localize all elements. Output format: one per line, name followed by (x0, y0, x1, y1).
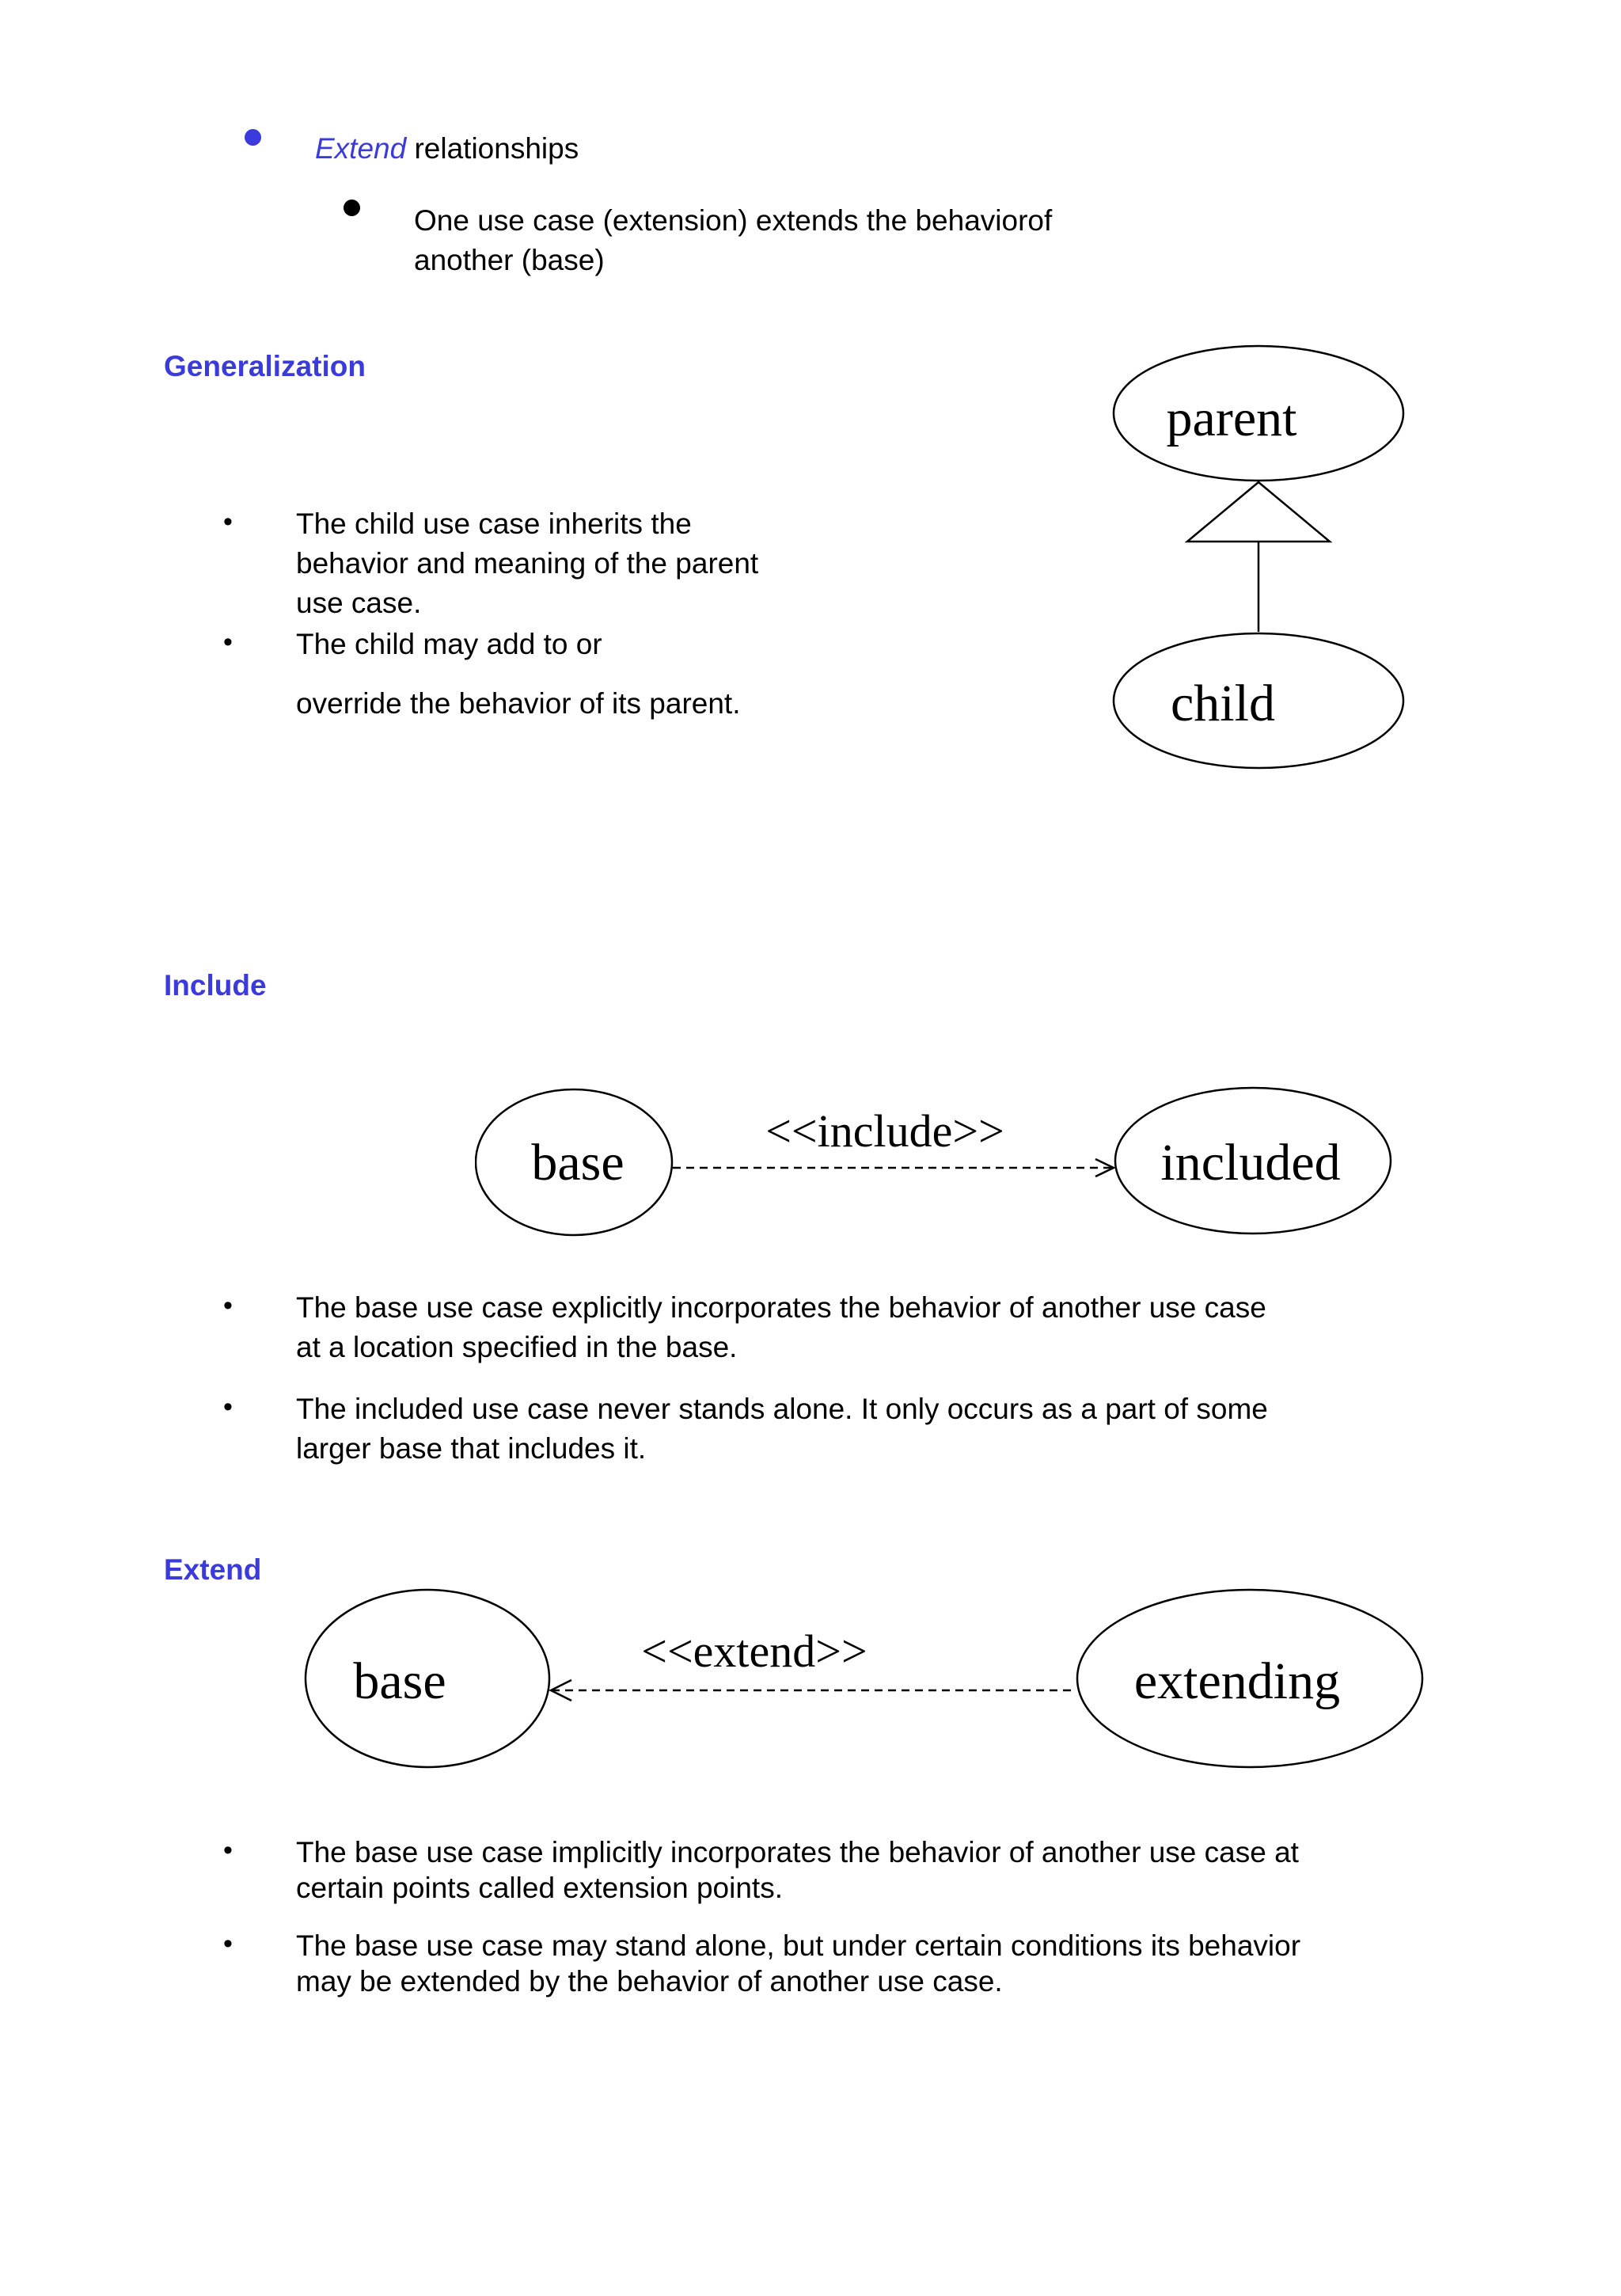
child-label: child (1171, 675, 1275, 732)
generalization-arrowhead (1187, 482, 1330, 542)
extend-stereotype: <<extend>> (641, 1625, 867, 1677)
intro-sub-line: One use case (extension) extends the behaviorof (414, 204, 1053, 237)
extend-text: The base use case implicitly incorporates the behavior of another use case at (296, 1836, 1299, 1868)
extend-text: The base use case may stand alone, but under certain conditions its behavior (296, 1929, 1301, 1962)
extend-text: may be extended by the behavior of another use case. (296, 1965, 1003, 1998)
section-heading-extend: Extend (164, 1553, 262, 1586)
include-text: at a location specified in the base. (296, 1331, 738, 1363)
generalization-text: behavior and meaning of the parent (296, 547, 759, 580)
intro-item-text: relationships (406, 132, 579, 165)
extend-diagram (293, 1583, 1441, 1789)
include-diagram (475, 1077, 1417, 1251)
generalization-text: override the behavior of its parent. (296, 687, 741, 720)
base-label: base (353, 1652, 446, 1710)
parent-label: parent (1166, 390, 1297, 447)
generalization-text: The child use case inherits the (296, 507, 692, 540)
bullet-glyph: • (223, 1392, 233, 1422)
generalization-text: use case. (296, 587, 422, 619)
bullet-glyph: • (223, 1929, 233, 1959)
intro-item (315, 129, 579, 169)
extending-label: extending (1133, 1652, 1341, 1710)
extend-text: certain points called extension points. (296, 1872, 783, 1904)
base-label: base (531, 1134, 624, 1192)
bullet-dot (245, 129, 261, 146)
generalization-diagram (1092, 333, 1425, 776)
bullet-glyph: • (223, 1835, 233, 1865)
bullet-glyph: • (223, 1291, 233, 1321)
include-text: larger base that includes it. (296, 1432, 647, 1465)
bullet-glyph: • (223, 507, 233, 537)
section-heading-generalization: Generalization (164, 350, 366, 382)
intro-item-emphasis: Extend (315, 132, 407, 165)
section-heading-include: Include (164, 969, 267, 1002)
bullet-dot (344, 200, 360, 216)
included-label: included (1160, 1134, 1341, 1192)
include-text: The base use case explicitly incorporates the behavior of another use case (296, 1291, 1266, 1324)
intro-sub-line: another (base) (414, 244, 605, 276)
generalization-text: The child may add to or (296, 628, 602, 660)
bullet-glyph: • (223, 627, 233, 657)
include-stereotype: <<include>> (765, 1105, 1004, 1157)
include-text: The included use case never stands alone. It only occurs as a part of some (296, 1393, 1268, 1425)
